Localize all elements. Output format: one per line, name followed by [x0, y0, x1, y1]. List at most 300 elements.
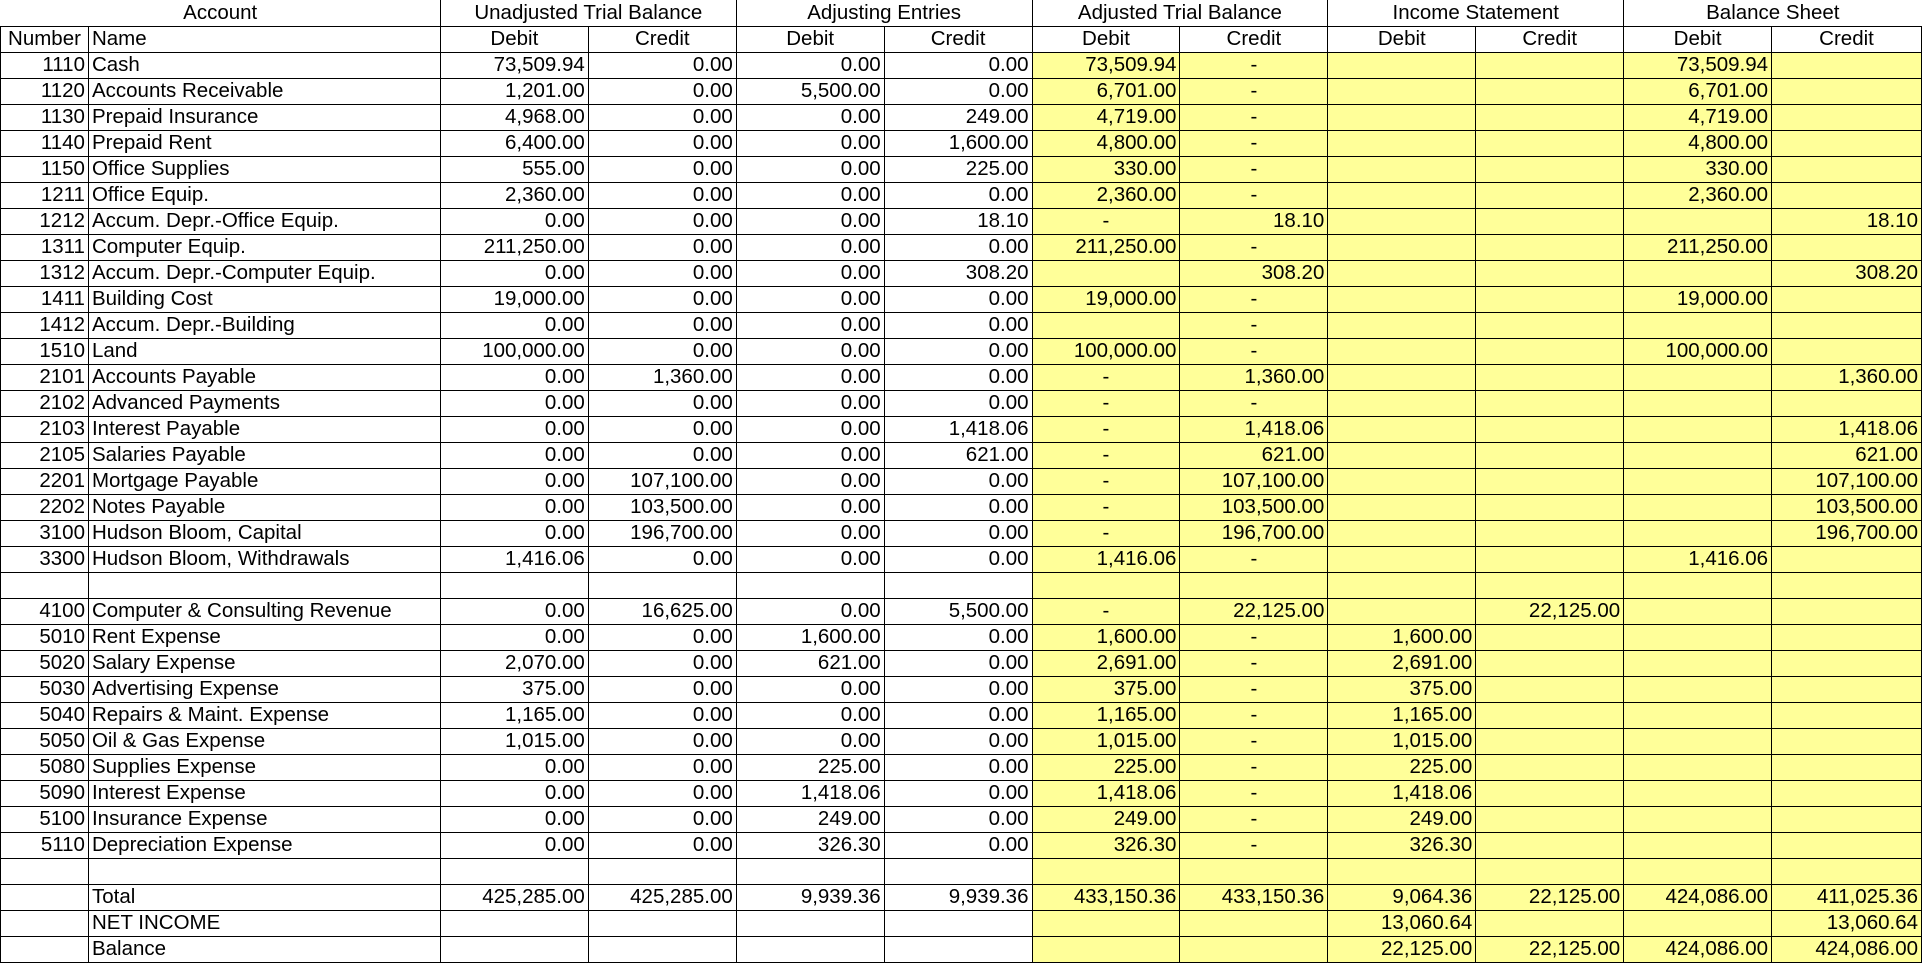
table-row: [1, 130, 1922, 156]
amount-cell: 19,000.00: [1032, 286, 1180, 312]
account-name: [88, 858, 440, 884]
amount-cell: [1624, 910, 1772, 936]
amount-cell: 0.00: [588, 338, 736, 364]
amount-cell: 196,700.00: [1772, 520, 1922, 546]
account-number: 5040: [1, 702, 89, 728]
amount-cell: 0.00: [736, 364, 884, 390]
amount-cell: 0.00: [884, 702, 1032, 728]
amount-cell: [1624, 754, 1772, 780]
header-credit: Credit: [588, 26, 736, 52]
table-row: [1, 676, 1922, 702]
amount-cell: [1032, 910, 1180, 936]
amount-cell: 0.00: [884, 182, 1032, 208]
amount-cell: 19,000.00: [440, 286, 588, 312]
account-number: 1412: [1, 312, 89, 338]
account-number: 1120: [1, 78, 89, 104]
account-name: Insurance Expense: [88, 806, 440, 832]
account-name: Building Cost: [88, 286, 440, 312]
table-row: [1, 208, 1922, 234]
table-row: [1, 52, 1922, 78]
amount-cell: 9,939.36: [736, 884, 884, 910]
amount-cell: 100,000.00: [1624, 338, 1772, 364]
amount-cell: 13,060.64: [1772, 910, 1922, 936]
table-row: [1, 494, 1922, 520]
amount-cell: 0.00: [588, 728, 736, 754]
amount-cell: 0.00: [588, 442, 736, 468]
amount-cell: [1624, 208, 1772, 234]
account-name: [88, 572, 440, 598]
amount-cell: [1476, 338, 1624, 364]
amount-cell: 0.00: [736, 468, 884, 494]
amount-cell: 0.00: [884, 754, 1032, 780]
table-row: [1, 598, 1922, 624]
amount-cell: 308.20: [1180, 260, 1328, 286]
header-name: Name: [88, 26, 440, 52]
amount-cell: [1476, 728, 1624, 754]
table-row: [1, 572, 1922, 598]
amount-cell: [1476, 806, 1624, 832]
amount-cell: 19,000.00: [1624, 286, 1772, 312]
header-adjusting: Adjusting Entries: [736, 0, 1032, 26]
account-number: 1510: [1, 338, 89, 364]
amount-cell: [1476, 494, 1624, 520]
amount-cell: 22,125.00: [1328, 936, 1476, 962]
amount-cell: [1328, 104, 1476, 130]
amount-cell: -: [1180, 338, 1328, 364]
amount-cell: [1772, 338, 1922, 364]
amount-cell: 249.00: [1032, 806, 1180, 832]
table-row: [1, 182, 1922, 208]
amount-cell: 0.00: [736, 182, 884, 208]
amount-cell: 107,100.00: [1772, 468, 1922, 494]
amount-cell: 249.00: [1328, 806, 1476, 832]
amount-cell: [1328, 416, 1476, 442]
header-credit: Credit: [1180, 26, 1328, 52]
amount-cell: 308.20: [884, 260, 1032, 286]
header-row-top: [1, 0, 1922, 26]
amount-cell: [588, 936, 736, 962]
amount-cell: [1476, 442, 1624, 468]
amount-cell: [1476, 676, 1624, 702]
amount-cell: 0.00: [588, 416, 736, 442]
table-row: [1, 780, 1922, 806]
amount-cell: -: [1180, 390, 1328, 416]
account-name: Office Equip.: [88, 182, 440, 208]
amount-cell: 0.00: [884, 546, 1032, 572]
amount-cell: [1772, 182, 1922, 208]
amount-cell: -: [1180, 832, 1328, 858]
amount-cell: [884, 858, 1032, 884]
amount-cell: 1,015.00: [1032, 728, 1180, 754]
amount-cell: -: [1032, 520, 1180, 546]
amount-cell: 0.00: [884, 780, 1032, 806]
amount-cell: 225.00: [1032, 754, 1180, 780]
amount-cell: 424,086.00: [1624, 936, 1772, 962]
amount-cell: 375.00: [440, 676, 588, 702]
amount-cell: [1772, 676, 1922, 702]
amount-cell: [1476, 182, 1624, 208]
amount-cell: [1476, 312, 1624, 338]
amount-cell: [1772, 546, 1922, 572]
amount-cell: 0.00: [884, 494, 1032, 520]
amount-cell: -: [1032, 390, 1180, 416]
account-number: [1, 936, 89, 962]
amount-cell: 330.00: [1032, 156, 1180, 182]
amount-cell: 0.00: [588, 312, 736, 338]
account-number: [1, 858, 89, 884]
amount-cell: 103,500.00: [588, 494, 736, 520]
account-name: Interest Payable: [88, 416, 440, 442]
amount-cell: 0.00: [588, 676, 736, 702]
amount-cell: 0.00: [588, 156, 736, 182]
amount-cell: -: [1032, 364, 1180, 390]
amount-cell: 4,800.00: [1624, 130, 1772, 156]
amount-cell: 1,418.06: [736, 780, 884, 806]
amount-cell: 425,285.00: [440, 884, 588, 910]
account-name: Office Supplies: [88, 156, 440, 182]
amount-cell: 2,691.00: [1032, 650, 1180, 676]
account-name: Supplies Expense: [88, 754, 440, 780]
amount-cell: [1476, 390, 1624, 416]
amount-cell: 73,509.94: [440, 52, 588, 78]
amount-cell: [1476, 910, 1624, 936]
amount-cell: [1772, 806, 1922, 832]
amount-cell: 0.00: [736, 728, 884, 754]
header-debit: Debit: [1032, 26, 1180, 52]
amount-cell: 0.00: [736, 702, 884, 728]
amount-cell: -: [1032, 598, 1180, 624]
amount-cell: 0.00: [884, 234, 1032, 260]
amount-cell: [1032, 936, 1180, 962]
account-number: 5010: [1, 624, 89, 650]
account-number: 1150: [1, 156, 89, 182]
amount-cell: 0.00: [884, 390, 1032, 416]
amount-cell: 1,600.00: [1032, 624, 1180, 650]
amount-cell: -: [1180, 182, 1328, 208]
amount-cell: 73,509.94: [1032, 52, 1180, 78]
amount-cell: 0.00: [440, 390, 588, 416]
account-number: 5090: [1, 780, 89, 806]
amount-cell: -: [1180, 78, 1328, 104]
amount-cell: 0.00: [736, 104, 884, 130]
amount-cell: [1328, 546, 1476, 572]
amount-cell: 0.00: [440, 806, 588, 832]
amount-cell: -: [1180, 676, 1328, 702]
amount-cell: 0.00: [440, 208, 588, 234]
amount-cell: [1328, 442, 1476, 468]
amount-cell: 2,360.00: [440, 182, 588, 208]
amount-cell: [1624, 416, 1772, 442]
amount-cell: 16,625.00: [588, 598, 736, 624]
amount-cell: 0.00: [440, 494, 588, 520]
amount-cell: 0.00: [440, 364, 588, 390]
account-number: 1130: [1, 104, 89, 130]
amount-cell: 0.00: [588, 832, 736, 858]
amount-cell: [1624, 806, 1772, 832]
amount-cell: 0.00: [588, 104, 736, 130]
amount-cell: 100,000.00: [440, 338, 588, 364]
amount-cell: 6,701.00: [1624, 78, 1772, 104]
account-name: Oil & Gas Expense: [88, 728, 440, 754]
amount-cell: -: [1180, 104, 1328, 130]
amount-cell: [1328, 78, 1476, 104]
balance-row: [1, 936, 1922, 962]
amount-cell: 1,360.00: [588, 364, 736, 390]
amount-cell: 0.00: [736, 390, 884, 416]
header-credit: Credit: [1772, 26, 1922, 52]
account-number: 5110: [1, 832, 89, 858]
amount-cell: [1772, 702, 1922, 728]
amount-cell: [1624, 390, 1772, 416]
amount-cell: 0.00: [588, 234, 736, 260]
amount-cell: [1180, 936, 1328, 962]
amount-cell: 249.00: [736, 806, 884, 832]
amount-cell: 375.00: [1328, 676, 1476, 702]
amount-cell: [1180, 910, 1328, 936]
amount-cell: 0.00: [736, 598, 884, 624]
amount-cell: 1,015.00: [440, 728, 588, 754]
amount-cell: [1624, 624, 1772, 650]
amount-cell: [1476, 208, 1624, 234]
table-row: [1, 338, 1922, 364]
amount-cell: [440, 858, 588, 884]
account-number: 3100: [1, 520, 89, 546]
amount-cell: 0.00: [884, 806, 1032, 832]
amount-cell: [1772, 286, 1922, 312]
amount-cell: 433,150.36: [1032, 884, 1180, 910]
amount-cell: 0.00: [440, 832, 588, 858]
amount-cell: [736, 858, 884, 884]
amount-cell: [1476, 572, 1624, 598]
amount-cell: 0.00: [588, 806, 736, 832]
amount-cell: 0.00: [588, 260, 736, 286]
header-adjusted: Adjusted Trial Balance: [1032, 0, 1328, 26]
table-row: [1, 624, 1922, 650]
amount-cell: 225.00: [736, 754, 884, 780]
account-number: 2102: [1, 390, 89, 416]
amount-cell: 411,025.36: [1772, 884, 1922, 910]
account-name: Mortgage Payable: [88, 468, 440, 494]
worksheet-body: [1, 52, 1922, 962]
account-number: 2202: [1, 494, 89, 520]
amount-cell: 0.00: [736, 208, 884, 234]
amount-cell: 0.00: [884, 728, 1032, 754]
amount-cell: [1032, 572, 1180, 598]
account-name: Advertising Expense: [88, 676, 440, 702]
header-debit: Debit: [1328, 26, 1476, 52]
amount-cell: 0.00: [736, 260, 884, 286]
amount-cell: [1772, 234, 1922, 260]
table-row: [1, 468, 1922, 494]
amount-cell: -: [1032, 468, 1180, 494]
amount-cell: 0.00: [884, 832, 1032, 858]
amount-cell: 621.00: [1180, 442, 1328, 468]
account-number: 2105: [1, 442, 89, 468]
amount-cell: [1772, 390, 1922, 416]
amount-cell: -: [1180, 130, 1328, 156]
amount-cell: 0.00: [884, 78, 1032, 104]
amount-cell: 0.00: [588, 78, 736, 104]
amount-cell: [1476, 650, 1624, 676]
amount-cell: [1328, 130, 1476, 156]
amount-cell: [1772, 624, 1922, 650]
amount-cell: 0.00: [440, 520, 588, 546]
account-number: 2201: [1, 468, 89, 494]
amount-cell: [1772, 598, 1922, 624]
header-number: Number: [1, 26, 89, 52]
header-account: Account: [1, 0, 441, 26]
table-row: [1, 702, 1922, 728]
amount-cell: 211,250.00: [440, 234, 588, 260]
amount-cell: 0.00: [588, 390, 736, 416]
amount-cell: 225.00: [884, 156, 1032, 182]
account-number: 5020: [1, 650, 89, 676]
amount-cell: 73,509.94: [1624, 52, 1772, 78]
header-row-sub: [1, 26, 1922, 52]
amount-cell: 100,000.00: [1032, 338, 1180, 364]
amount-cell: [588, 572, 736, 598]
amount-cell: 0.00: [736, 156, 884, 182]
total-row: [1, 884, 1922, 910]
account-number: 1312: [1, 260, 89, 286]
amount-cell: -: [1032, 494, 1180, 520]
table-row: [1, 78, 1922, 104]
amount-cell: [1624, 702, 1772, 728]
amount-cell: 1,418.06: [1328, 780, 1476, 806]
account-name: Salaries Payable: [88, 442, 440, 468]
amount-cell: [1476, 286, 1624, 312]
amount-cell: 0.00: [588, 208, 736, 234]
amount-cell: [1476, 78, 1624, 104]
amount-cell: [1772, 104, 1922, 130]
account-name: Accounts Receivable: [88, 78, 440, 104]
amount-cell: [1328, 364, 1476, 390]
amount-cell: 22,125.00: [1476, 936, 1624, 962]
amount-cell: 0.00: [440, 442, 588, 468]
amount-cell: [1772, 78, 1922, 104]
amount-cell: 0.00: [588, 754, 736, 780]
amount-cell: 0.00: [736, 494, 884, 520]
account-number: [1, 572, 89, 598]
account-name: Accum. Depr.-Computer Equip.: [88, 260, 440, 286]
amount-cell: [1772, 832, 1922, 858]
amount-cell: 211,250.00: [1624, 234, 1772, 260]
amount-cell: [1328, 858, 1476, 884]
amount-cell: 330.00: [1624, 156, 1772, 182]
amount-cell: [1624, 494, 1772, 520]
amount-cell: 0.00: [884, 286, 1032, 312]
table-row: [1, 442, 1922, 468]
amount-cell: 22,125.00: [1476, 884, 1624, 910]
account-name: Hudson Bloom, Withdrawals: [88, 546, 440, 572]
amount-cell: [884, 936, 1032, 962]
amount-cell: [1328, 338, 1476, 364]
amount-cell: [1772, 130, 1922, 156]
amount-cell: [1476, 754, 1624, 780]
amount-cell: [1032, 260, 1180, 286]
amount-cell: [1032, 858, 1180, 884]
header-debit: Debit: [736, 26, 884, 52]
account-name: Advanced Payments: [88, 390, 440, 416]
amount-cell: 0.00: [736, 546, 884, 572]
amount-cell: -: [1180, 286, 1328, 312]
amount-cell: [1772, 858, 1922, 884]
amount-cell: 1,418.06: [1032, 780, 1180, 806]
amount-cell: 0.00: [884, 52, 1032, 78]
amount-cell: 1,416.06: [1032, 546, 1180, 572]
amount-cell: [1476, 156, 1624, 182]
amount-cell: [1624, 728, 1772, 754]
amount-cell: 211,250.00: [1032, 234, 1180, 260]
amount-cell: -: [1180, 52, 1328, 78]
amount-cell: -: [1180, 546, 1328, 572]
account-name: Accum. Depr.-Office Equip.: [88, 208, 440, 234]
header-credit: Credit: [884, 26, 1032, 52]
amount-cell: 249.00: [884, 104, 1032, 130]
amount-cell: 0.00: [736, 52, 884, 78]
amount-cell: [884, 572, 1032, 598]
amount-cell: 1,360.00: [1772, 364, 1922, 390]
amount-cell: [1772, 650, 1922, 676]
amount-cell: 1,416.06: [440, 546, 588, 572]
amount-cell: 18.10: [1180, 208, 1328, 234]
amount-cell: [1772, 728, 1922, 754]
amount-cell: 0.00: [440, 598, 588, 624]
amount-cell: [1624, 832, 1772, 858]
account-number: [1, 884, 89, 910]
amount-cell: [1476, 546, 1624, 572]
amount-cell: 2,360.00: [1624, 182, 1772, 208]
amount-cell: 0.00: [736, 338, 884, 364]
account-number: 5080: [1, 754, 89, 780]
table-row: [1, 286, 1922, 312]
amount-cell: 326.30: [736, 832, 884, 858]
amount-cell: 0.00: [440, 416, 588, 442]
amount-cell: 308.20: [1772, 260, 1922, 286]
amount-cell: [1328, 468, 1476, 494]
amount-cell: [1624, 442, 1772, 468]
amount-cell: [440, 936, 588, 962]
amount-cell: [1772, 754, 1922, 780]
header-debit: Debit: [1624, 26, 1772, 52]
amount-cell: 1,418.06: [884, 416, 1032, 442]
table-row: [1, 104, 1922, 130]
amount-cell: 621.00: [1772, 442, 1922, 468]
amount-cell: 6,701.00: [1032, 78, 1180, 104]
amount-cell: 1,201.00: [440, 78, 588, 104]
amount-cell: [1328, 260, 1476, 286]
amount-cell: [1328, 390, 1476, 416]
account-number: 5030: [1, 676, 89, 702]
amount-cell: [1328, 494, 1476, 520]
table-row: [1, 234, 1922, 260]
account-name: Notes Payable: [88, 494, 440, 520]
account-name: Interest Expense: [88, 780, 440, 806]
amount-cell: -: [1180, 754, 1328, 780]
account-number: 1311: [1, 234, 89, 260]
account-name: Computer & Consulting Revenue: [88, 598, 440, 624]
amount-cell: 0.00: [588, 182, 736, 208]
amount-cell: 1,165.00: [1328, 702, 1476, 728]
amount-cell: -: [1180, 780, 1328, 806]
amount-cell: 326.30: [1328, 832, 1476, 858]
amount-cell: [1624, 312, 1772, 338]
amount-cell: 424,086.00: [1624, 884, 1772, 910]
amount-cell: [1476, 858, 1624, 884]
amount-cell: 6,400.00: [440, 130, 588, 156]
table-row: [1, 858, 1922, 884]
amount-cell: 107,100.00: [1180, 468, 1328, 494]
